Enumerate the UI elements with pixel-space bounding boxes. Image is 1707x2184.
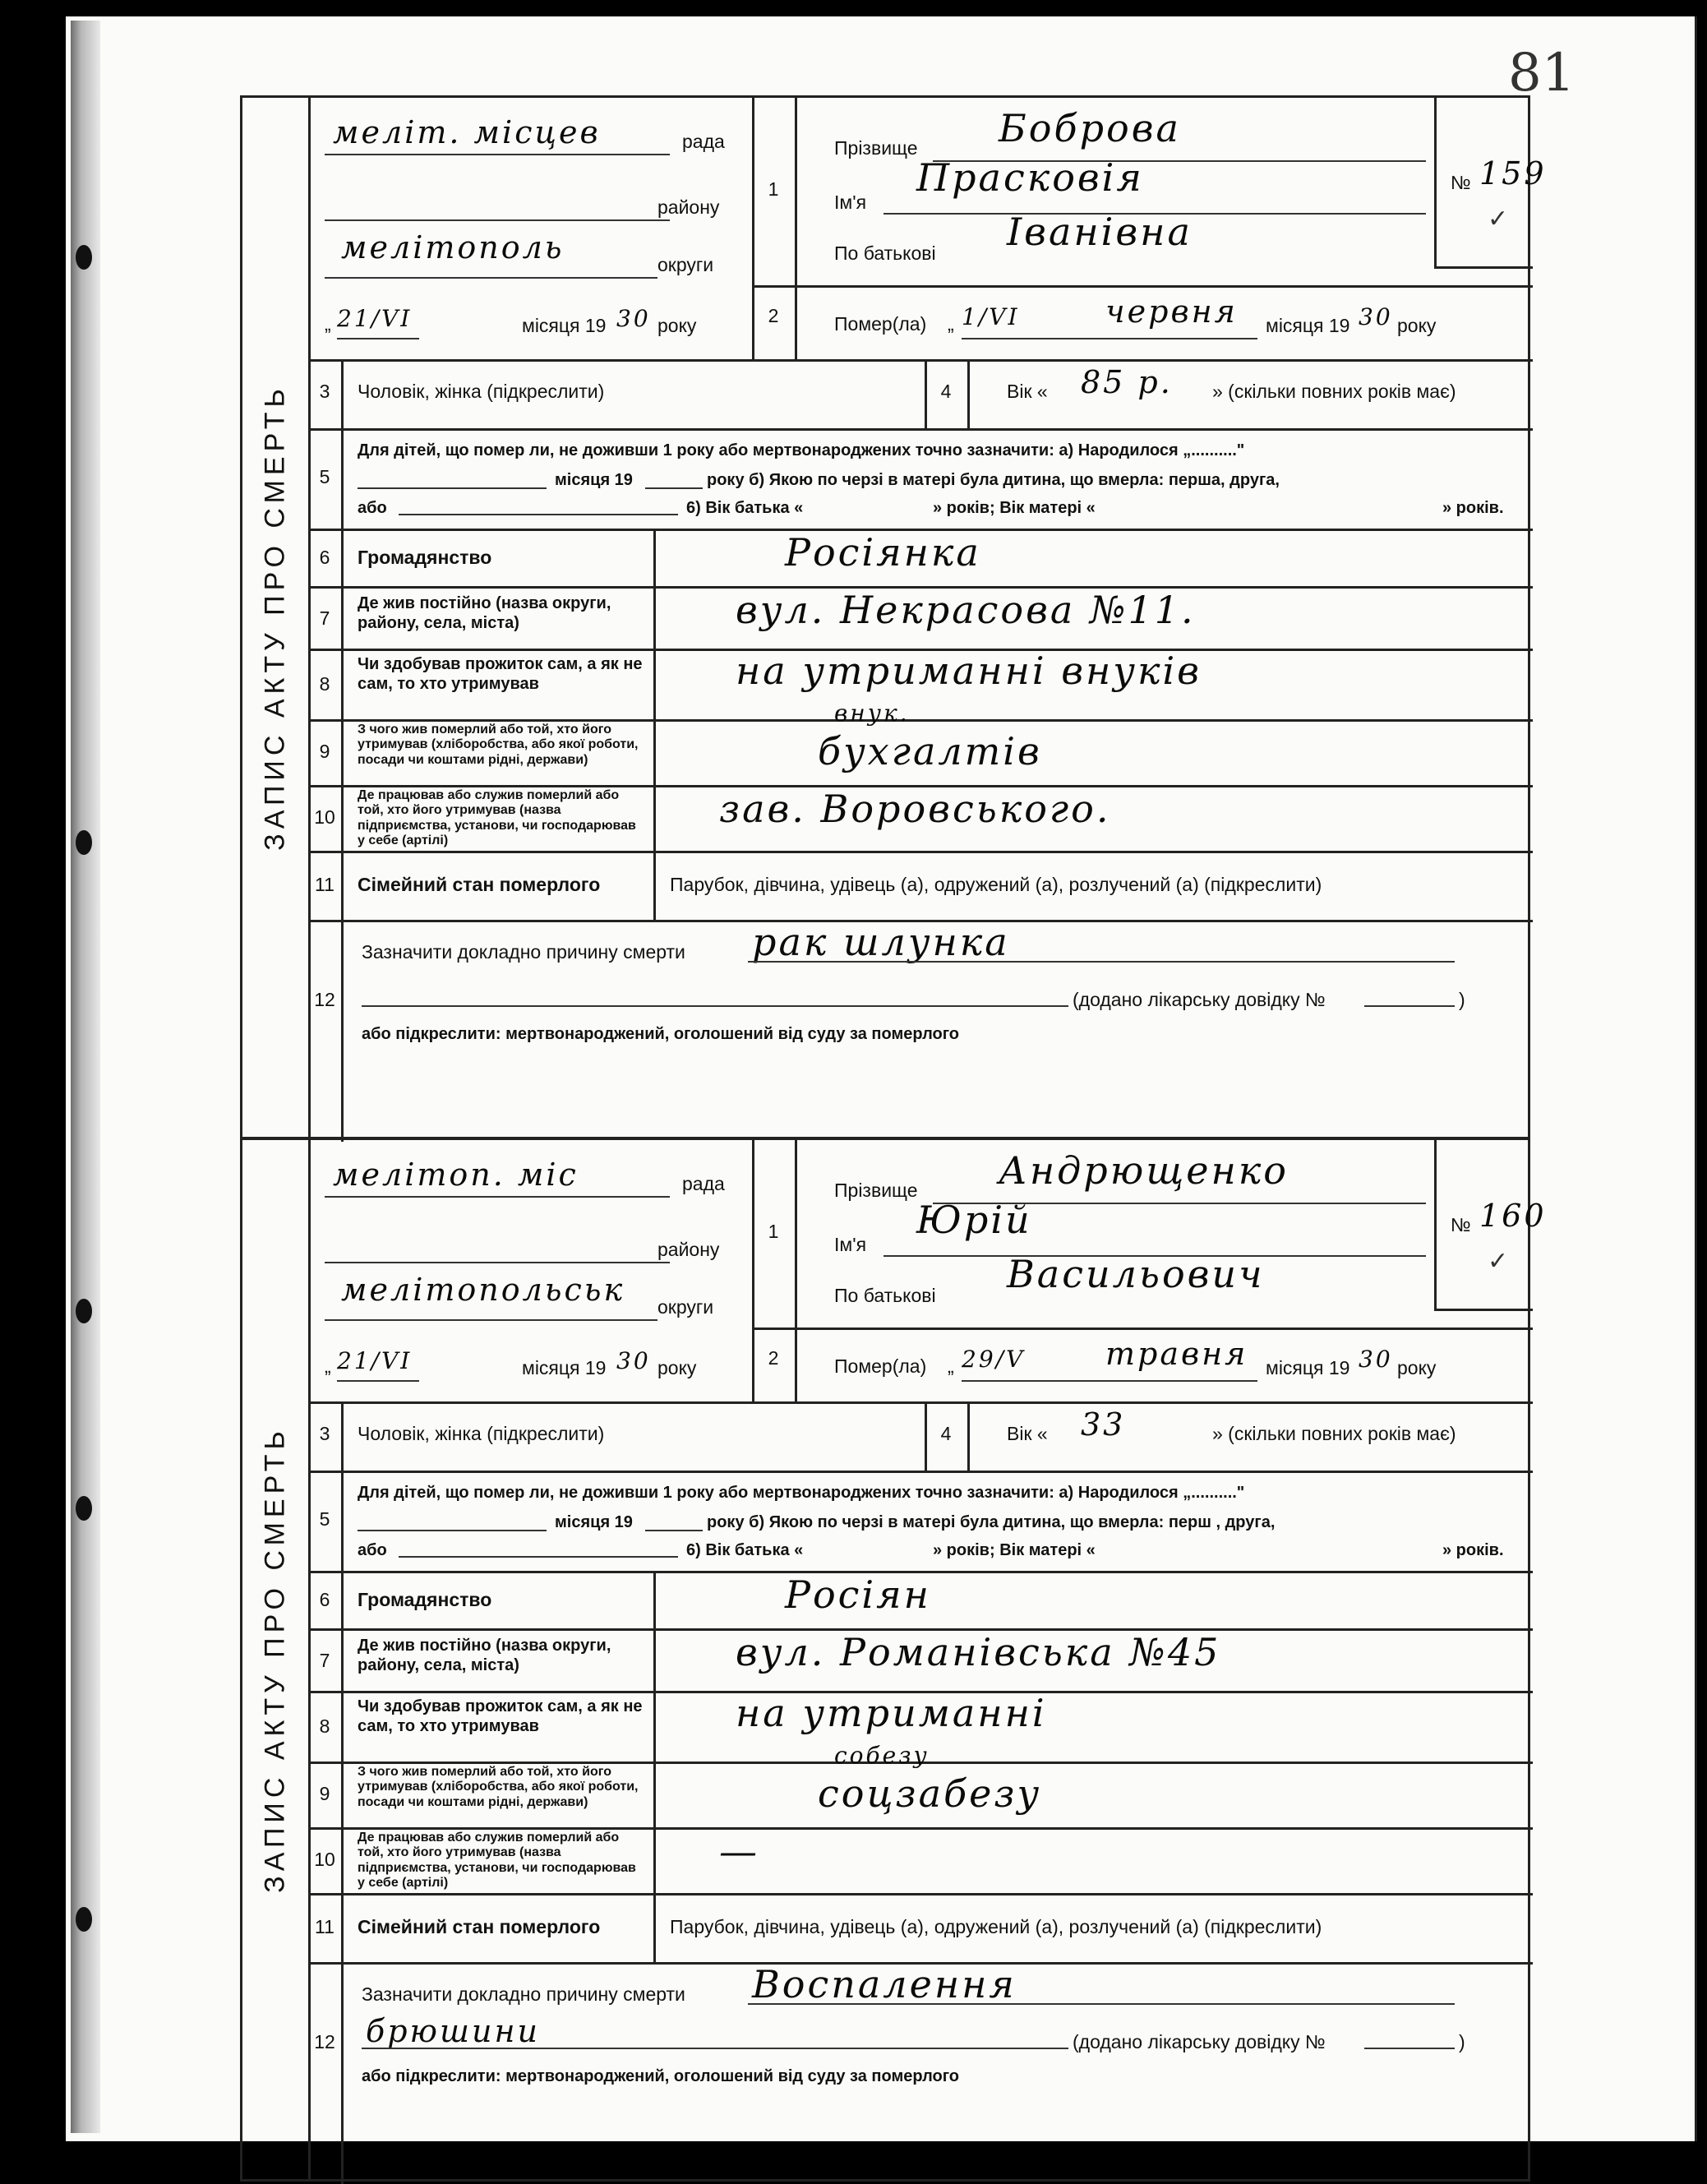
district-label: району: [657, 196, 720, 218]
row-number: 8: [319, 1715, 330, 1737]
row-number: 6: [319, 1589, 330, 1610]
death-record-form: ЗАПИС АКТУ ПРО СМЕРТЬ меліт. місцев рада району мелітополь округи „ 21/VI місяця 19 30 року 1 2 Прізвище Боброва Ім'я Прасковія По батькові Іванівна № 159 ✓ Помер(ла) „ 1/VI червня місяця 19 30 року 3 Чоловік, жінка (підкреслити) 4 Вік « 85 р. » (скільки повних років має) 5 Для дітей, що помер ли, не доживши 1 року або мертвонароджених точно зазначити: а) Народилося „.........." місяця 19 року б) Якою по черзі в матері була дитина, що вмерла: перша, друга, або 6) Вік батька « » років; Вік матері « » років. 6 Громадянство Росіянка 7 Де жив постійно (назва округи, району, села, міста) вул. Некрасова №11. 8 Чи здобував прожиток сам, а як не сам, то хто утримував на утриманні внуків 9 З чого жив померлий або той, хто його утримував (хліборобства, або якої роботи, посади чи коштами рідні, держави) внук. бухгалтів 10 Де працював або служив померлий або той, хто його утримував (назва підприємства, установи, чи господарював у себе (артілі) зав. Воровського. 11 Сімейний стан померлого Парубок, дівчина, удівець (а), одружений (а), розлучений (а) (підкреслити) 12 Зазначити докладно причину смерти рак шлунка (додано лікарську довідку № ) або підкреслити: мертвонароджений, оголошений від суду за померлого: [240, 95, 1530, 1139]
form-sidebar: [242, 1140, 311, 2179]
support-handwriting: на утриманні: [736, 1691, 1047, 1735]
death-record-form: ЗАПИС АКТУ ПРО СМЕРТЬ мелітоп. міс рада району мелітопольськ округи „ 21/VI місяця 19 30 року 1 2 Прізвище Андрющенко Ім'я Юрій По батькові Васильович № 160 ✓ Помер(ла) „ 29/V травня місяця 19 30 року 3 Чоловік, жінка (підкреслити) 4 Вік « 33 » (скільки повних років має) 5 Для дітей, що помер ли, не доживши 1 року або мертвонароджених точно зазначити: а) Народилося „.........." місяця 19 року б) Якою по черзі в матері була дитина, що вмерла: перш , друга, або 6) Вік батька « » років; Вік матері « » років. 6 Громадянство Росіян 7 Де жив постійно (назва округи, району, села, міста) вул. Романівська №45 8 Чи здобував прожиток сам, а як не сам, то хто утримував на утриманні 9 З чого жив померлий або той, хто його утримував (хліборобства, або якої роботи, посади чи коштами рідні, держави) собезу соцзабезу 10 Де працював або служив померлий або той, хто його утримував (назва підприємства, установи, чи господарював у себе (артілі) — 11 Сімейний стан померлого Парубок, дівчина, удівець (а), одружений (а), розлучений (а) (підкреслити) 12 Зазначити докладно причину смерти Воспалення брюшини (додано лікарську довідку № ) або підкреслити: мертвонароджений, оголошений від суду за померлого: [240, 1138, 1530, 2182]
income-source-label: З чого жив померлий або той, хто його утримував (хліборобства, або якої роботи, посади чи коштами рідні, держави): [358, 1765, 639, 1809]
punch-hole: [76, 245, 92, 270]
registration-year-handwriting: 30: [616, 1347, 651, 1374]
registration-year-handwriting: 30: [616, 305, 651, 332]
name-handwriting: Юрій: [916, 1198, 1032, 1242]
row-number: 2: [768, 305, 779, 326]
residence-handwriting: вул. Некрасова №11.: [736, 588, 1196, 632]
age-label: Вік «: [1007, 1423, 1048, 1444]
death-year-label: місяця 19: [1266, 1357, 1350, 1378]
child-info-line2: року б) Якою по черзі в матері була дитина, що вмерла: перша, друга,: [707, 471, 1280, 489]
row-number: 1: [768, 178, 779, 200]
registration-month-label: місяця 19: [522, 1357, 607, 1378]
support-label: Чи здобував прожиток сам, а як не сам, то хто утримував: [358, 655, 643, 693]
row-number: 3: [319, 381, 330, 402]
patronymic-label: По батькові: [834, 1285, 936, 1306]
citizenship-handwriting: Росіянка: [785, 530, 981, 575]
name-label: Ім'я: [834, 192, 867, 213]
age-suffix-label: » (скільки повних років має): [1212, 381, 1456, 402]
child-info-line1: Для дітей, що помер ли, не доживши 1 року або мертвонароджених точно зазначити: а) Народилося „..........": [358, 441, 1245, 459]
okruha-handwriting: мелітополь: [341, 229, 565, 265]
marital-status-options: Парубок, дівчина, удівець (а), одружений (а), розлучений (а) (підкреслити): [670, 874, 1322, 895]
surname-label: Прізвище: [834, 1180, 918, 1201]
row-number: 5: [319, 466, 330, 487]
council-handwriting: меліт. місцев: [333, 114, 601, 150]
surname-handwriting: Андрющенко: [999, 1148, 1289, 1193]
death-month-handwriting: травня: [1105, 1336, 1248, 1372]
medical-certificate-label: (додано лікарську довідку №: [1073, 2031, 1326, 2052]
cause-of-death-label: Зазначити докладно причину смерти: [362, 941, 685, 963]
row-number: 7: [319, 1650, 330, 1671]
income-source-label: З чого жив померлий або той, хто його утримував (хліборобства, або якої роботи, посади чи коштами рідні, держави): [358, 723, 639, 767]
punch-hole: [76, 1907, 92, 1932]
died-label: Помер(ла): [834, 313, 927, 335]
registration-date-handwriting: 21/VI: [337, 305, 413, 332]
age-suffix-label: » (скільки повних років має): [1212, 1423, 1456, 1444]
row-number: 4: [940, 1423, 952, 1444]
cause-of-death-handwriting: рак шлунка: [752, 920, 1010, 964]
citizenship-handwriting: Росіян: [785, 1572, 931, 1617]
sex-label: Чоловік, жінка (підкреслити): [358, 1423, 605, 1444]
row-number: 12: [314, 989, 335, 1010]
council-label: рада: [682, 1173, 725, 1194]
registration-month-label: місяця 19: [522, 315, 607, 336]
marital-status-options: Парубок, дівчина, удівець (а), одружений (а), розлучений (а) (підкреслити): [670, 1916, 1322, 1937]
record-number-label: №: [1451, 172, 1471, 193]
death-year-handwriting: 30: [1359, 1346, 1393, 1373]
death-month-handwriting: червня: [1105, 293, 1238, 330]
support-label: Чи здобував прожиток сам, а як не сам, то хто утримував: [358, 1697, 643, 1735]
okruha-label: округи: [657, 1296, 714, 1318]
death-year-handwriting: 30: [1359, 303, 1393, 330]
form-sidebar: [242, 98, 311, 1137]
patronymic-label: По батькові: [834, 242, 936, 264]
workplace-handwriting: —: [719, 1829, 759, 1873]
page-number: 81: [1508, 43, 1576, 104]
residence-label: Де жив постійно (назва округи, району, села, міста): [358, 594, 611, 632]
record-number-handwriting: 160: [1479, 1198, 1547, 1234]
row-number: 1: [768, 1221, 779, 1242]
row-number: 11: [315, 874, 334, 895]
record-number-handwriting: 159: [1479, 155, 1547, 192]
punch-hole: [76, 830, 92, 855]
check-mark: ✓: [1488, 1247, 1509, 1276]
marital-status-label: Сімейний стан померлого: [358, 874, 601, 895]
row-number: 5: [319, 1508, 330, 1530]
income-source-handwriting: соцзабезу: [818, 1771, 1042, 1816]
support-handwriting: на утриманні внуків: [736, 649, 1202, 693]
row-number: 3: [319, 1423, 330, 1444]
council-handwriting: мелітоп. міс: [333, 1157, 579, 1193]
residence-handwriting: вул. Романівська №45: [736, 1630, 1221, 1674]
citizenship-label: Громадянство: [358, 1589, 492, 1610]
income-source-note-handwriting: внук.: [834, 700, 910, 727]
death-year-label: місяця 19: [1266, 315, 1350, 336]
death-date-handwriting: 29/V: [962, 1346, 1026, 1373]
workplace-label: Де працював або служив померлий або той, хто його утримував (назва підприємства, установи, чи господарював у себе (артілі): [358, 788, 636, 848]
form-side-title: ЗАПИС АКТУ ПРО СМЕРТЬ: [259, 384, 291, 851]
row-number: 11: [315, 1916, 334, 1937]
cause-of-death-line2-handwriting: брюшини: [366, 2013, 540, 2049]
age-handwriting: 33: [1081, 1406, 1126, 1443]
sex-label: Чоловік, жінка (підкреслити): [358, 381, 605, 402]
stillborn-note: або підкреслити: мертвонароджений, оголошений від суду за померлого: [362, 2067, 960, 2085]
patronymic-handwriting: Іванівна: [1007, 210, 1193, 254]
death-date-handwriting: 1/VI: [962, 303, 1020, 330]
row-number: 9: [319, 741, 330, 762]
registration-date-handwriting: 21/VI: [337, 1347, 413, 1374]
record-number-label: №: [1451, 1214, 1471, 1235]
cause-of-death-label: Зазначити докладно причину смерти: [362, 1983, 685, 2005]
medical-certificate-label: (додано лікарську довідку №: [1073, 989, 1326, 1010]
punch-hole: [76, 1299, 92, 1323]
name-handwriting: Прасковія: [916, 155, 1144, 200]
age-label: Вік «: [1007, 381, 1048, 402]
died-label: Помер(ла): [834, 1355, 927, 1377]
stillborn-note: або підкреслити: мертвонароджений, оголошений від суду за померлого: [362, 1025, 960, 1043]
income-source-handwriting: бухгалтів: [818, 729, 1042, 773]
workplace-handwriting: зав. Воровського.: [719, 787, 1111, 831]
row-number: 12: [314, 2031, 335, 2052]
okruha-handwriting: мелітопольськ: [341, 1272, 625, 1308]
binding-spine: [71, 21, 100, 2133]
cause-of-death-handwriting: Воспалення: [752, 1962, 1017, 2006]
surname-handwriting: Боброва: [999, 106, 1181, 150]
row-number: 2: [768, 1347, 779, 1369]
row-number: 6: [319, 547, 330, 568]
check-mark: ✓: [1488, 205, 1509, 233]
income-source-note-handwriting: собезу: [834, 1742, 930, 1769]
council-label: рада: [682, 131, 725, 152]
district-label: району: [657, 1239, 720, 1260]
punch-hole: [76, 1496, 92, 1521]
age-handwriting: 85 р.: [1081, 364, 1173, 400]
okruha-label: округи: [657, 254, 714, 275]
surname-label: Прізвище: [834, 137, 918, 159]
workplace-label: Де працював або служив померлий або той, хто його утримував (назва підприємства, установи, чи господарював у себе (артілі): [358, 1831, 636, 1891]
residence-label: Де жив постійно (назва округи, району, села, міста): [358, 1637, 611, 1674]
patronymic-handwriting: Васильович: [1007, 1252, 1265, 1296]
row-number: 7: [319, 607, 330, 629]
marital-status-label: Сімейний стан померлого: [358, 1916, 601, 1937]
citizenship-label: Громадянство: [358, 547, 492, 568]
row-number: 10: [314, 1849, 335, 1870]
child-info-line1: Для дітей, що помер ли, не доживши 1 року або мертвонароджених точно зазначити: а) Народилося „..........": [358, 1484, 1245, 1502]
name-label: Ім'я: [834, 1234, 867, 1255]
child-info-line2: року б) Якою по черзі в матері була дитина, що вмерла: перш , друга,: [707, 1513, 1276, 1531]
form-side-title: ЗАПИС АКТУ ПРО СМЕРТЬ: [259, 1426, 291, 1893]
row-number: 9: [319, 1783, 330, 1804]
row-number: 10: [314, 806, 335, 828]
row-number: 8: [319, 673, 330, 695]
row-number: 4: [940, 381, 952, 402]
